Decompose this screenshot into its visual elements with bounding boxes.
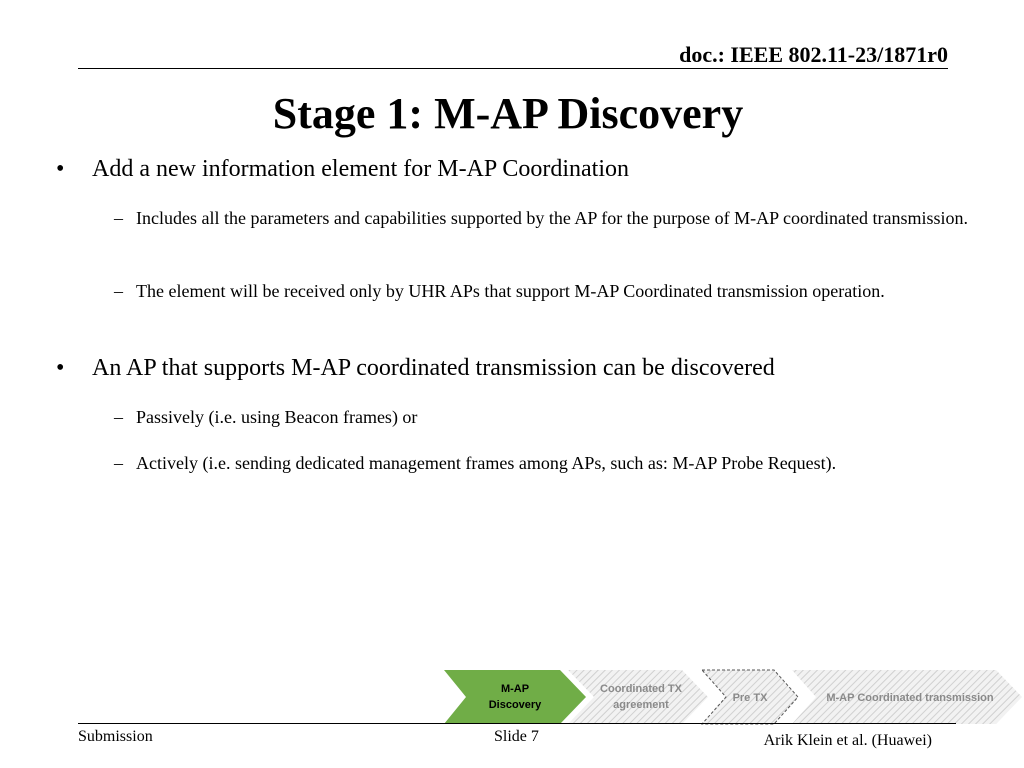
footer-divider [78, 723, 956, 724]
flow-step-label: agreement [613, 699, 669, 711]
footer-author: Arik Klein et al. (Huawei) [763, 732, 932, 749]
flow-step-label: Discovery [488, 699, 542, 711]
sub-bullet-text: Includes all the parameters and capabilities supported by the AP for the purpose of M-AP coordinated transmission. [136, 208, 968, 228]
document-id: doc.: IEEE 802.11-23/1871r0 [679, 42, 948, 67]
flow-step-pre-tx [702, 670, 798, 724]
sub-bullet-mark: – [114, 453, 123, 473]
flow-step-map-coordinated-transmission [792, 670, 1022, 724]
flow-step-label: M-AP [500, 683, 530, 695]
process-flow [444, 668, 1024, 726]
bullet-text: Add a new information element for M-AP Coordination [92, 156, 629, 182]
footer-slide-number: Slide 7 [494, 728, 539, 745]
flow-step-label: Pre TX [732, 692, 768, 704]
bullet-text: An AP that supports M-AP coordinated transmission can be discovered [92, 355, 775, 381]
bullet-mark: • [56, 355, 65, 381]
sub-bullet-mark: – [114, 407, 123, 427]
sub-bullet-text: The element will be received only by UHR APs that support M-AP Coordinated transmission operation. [136, 281, 885, 301]
flow-step-label: M-AP Coordinated transmission [826, 692, 994, 704]
flow-step-label: Coordinated TX [600, 683, 682, 695]
header-divider [78, 68, 948, 69]
flow-step-coordinated-tx-agreement [568, 670, 708, 724]
sub-bullet-text: Actively (i.e. sending dedicated management frames among APs, such as: M-AP Probe Request). [136, 453, 837, 473]
footer-submission: Submission [78, 728, 153, 745]
sub-bullet-mark: – [114, 208, 123, 228]
flow-step-map-discovery [444, 670, 586, 724]
sub-bullet-text: Passively (i.e. using Beacon frames) or [136, 407, 418, 427]
bullet-mark: • [56, 156, 65, 182]
slide-title: Stage 1: M-AP Discovery [272, 89, 744, 138]
sub-bullet-mark: – [114, 281, 123, 301]
